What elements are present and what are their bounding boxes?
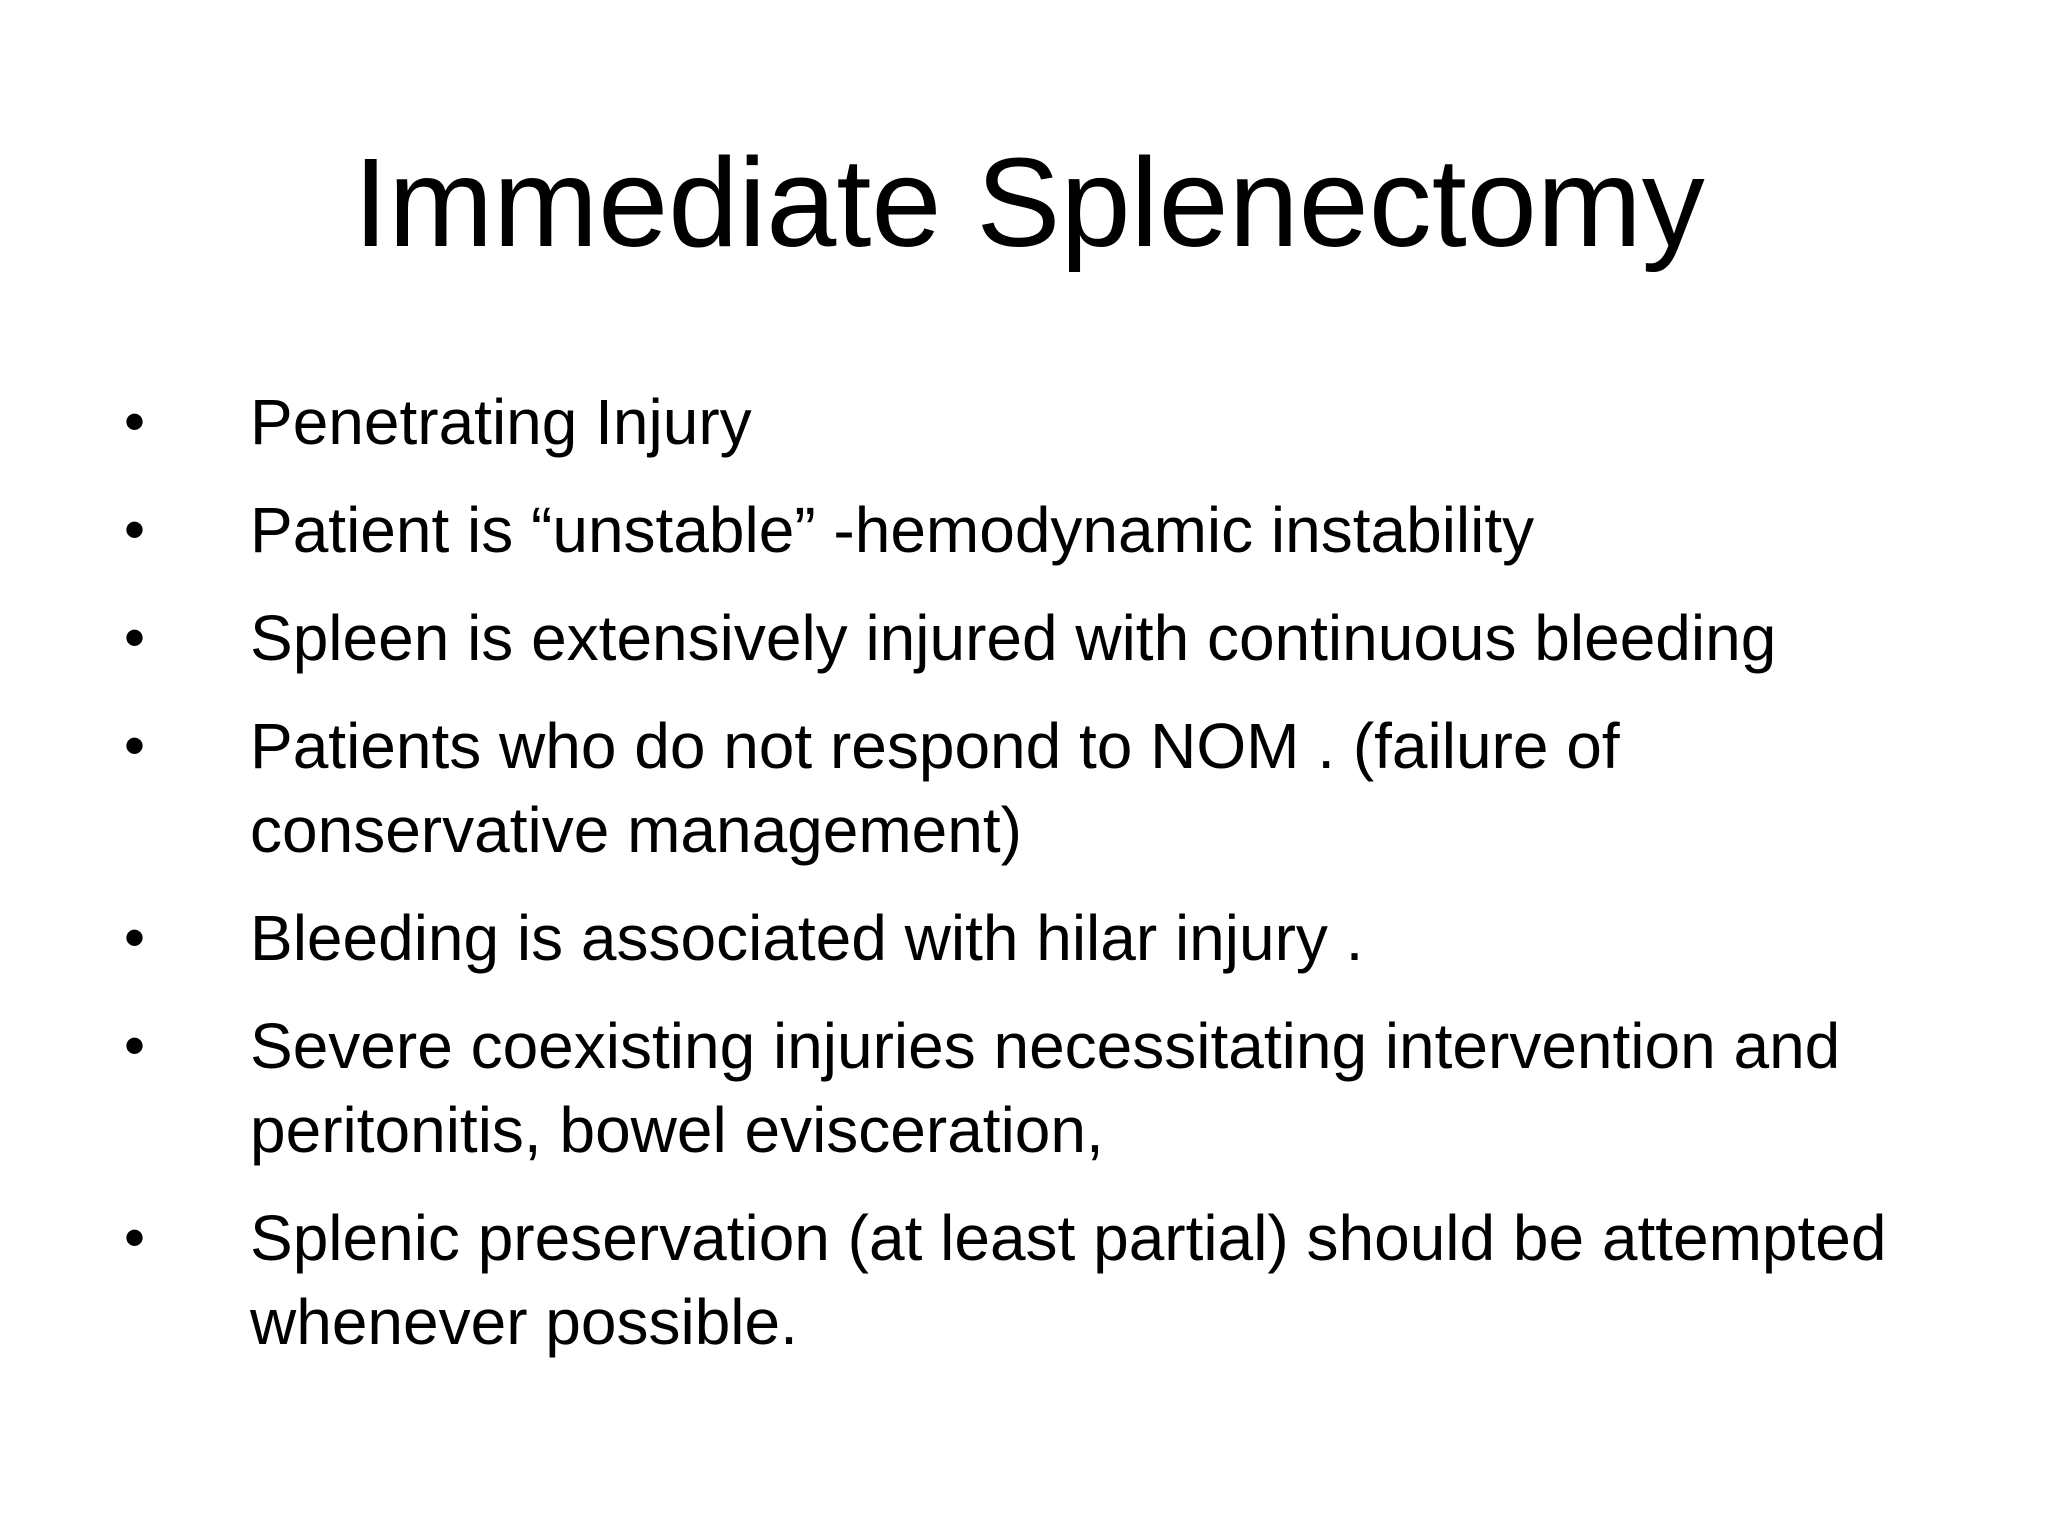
bullet-text: Patient is “unstable” -hemodynamic instability	[250, 494, 1535, 566]
list-item	[0, 596, 2048, 680]
bullet-icon: •	[124, 904, 146, 971]
list-item	[0, 1004, 2048, 1172]
bullet-list	[0, 380, 2048, 1388]
bullet-icon: •	[124, 388, 146, 455]
bullet-text: Patients who do not respond to NOM . (failure of conservative management)	[250, 710, 1620, 866]
list-item	[0, 1196, 2048, 1364]
list-item	[0, 380, 2048, 464]
list-item	[0, 896, 2048, 980]
list-item	[0, 704, 2048, 872]
bullet-text: Penetrating Injury	[250, 386, 752, 458]
bullet-text: Splenic preservation (at least partial) should be attempted whenever possible.	[250, 1202, 1887, 1358]
bullet-icon: •	[124, 1204, 146, 1271]
slide-title: Immediate Splenectomy	[353, 132, 1705, 273]
bullet-icon: •	[124, 496, 146, 563]
bullet-icon: •	[124, 604, 146, 671]
bullet-text: Bleeding is associated with hilar injury .	[250, 902, 1364, 974]
bullet-text: Spleen is extensively injured with continuous bleeding	[250, 602, 1777, 674]
bullet-icon: •	[124, 712, 146, 779]
list-item	[0, 488, 2048, 572]
bullet-text: Severe coexisting injuries necessitating intervention and peritonitis, bowel evisceration,	[250, 1010, 1841, 1166]
bullet-icon: •	[124, 1012, 146, 1079]
